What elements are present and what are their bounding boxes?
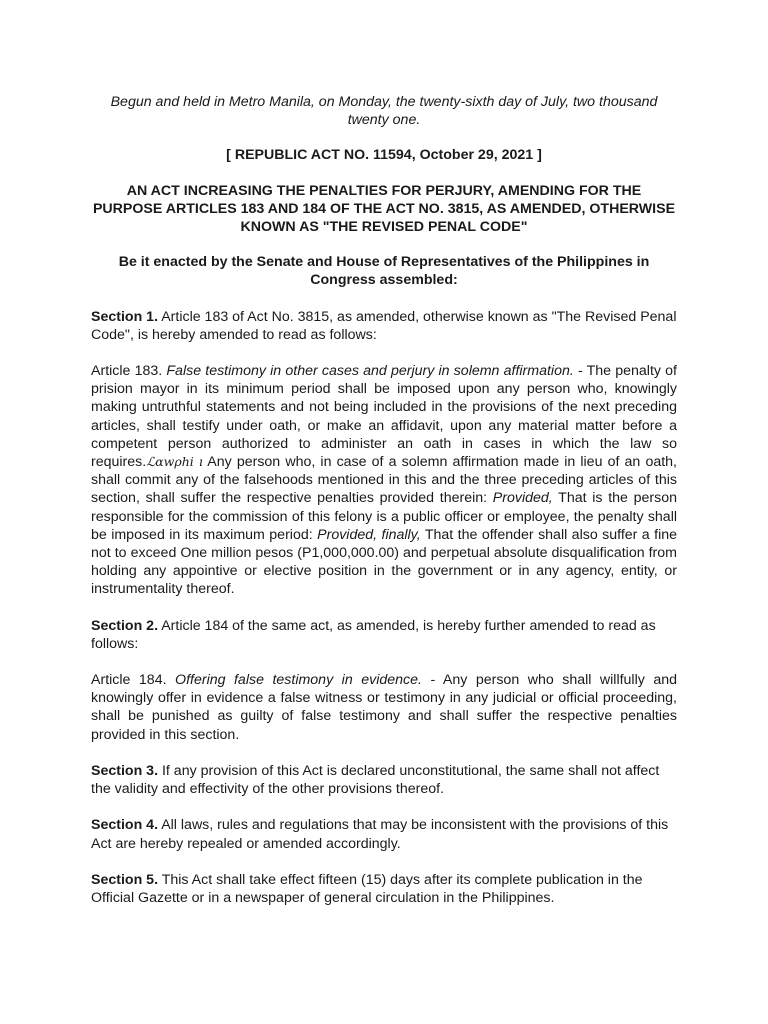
section-5-text: This Act shall take effect fifteen (15) days after its complete publication in the Official Gazette or in a newspaper of general circulation in the Philippines. xyxy=(91,871,643,906)
article-183-text-2: Any person who, in case of a solemn affirmation made in lieu of an oath, shall commit any of the falsehoods mentioned in this and the three preceding articles of this section, shall suffer the respective penalties provided therein: xyxy=(91,454,677,507)
section-3-label: Section 3. xyxy=(91,762,159,779)
enacting-clause: Be it enacted by the Senate and House of Representatives of the Philippines in Congress assembled: xyxy=(118,254,650,289)
section-1-text: Article 183 of Act No. 3815, as amended, otherwise known as "The Revised Penal Code", is hereby amended to read as follows: xyxy=(91,308,677,343)
section-5-label: Section 5. xyxy=(91,871,159,888)
article-183 xyxy=(91,362,677,599)
section-3-text: If any provision of this Act is declared unconstitutional, the same shall not affect the validity and effectivity of the other provisions thereof. xyxy=(91,762,660,798)
article-183-text-4: That the offender shall also suffer a fine not to exceed One million pesos (P1,000,000.00) and perpetual absolute disqualification from holding any appointive or elective position in the government or in any agency, entity, or instrumentality thereof. xyxy=(91,526,678,598)
article-183-proviso-1: Provided, xyxy=(492,490,553,507)
article-183-heading: False testimony in other cases and perjury in solemn affirmation. xyxy=(166,363,574,380)
section-2 xyxy=(91,617,677,653)
article-183-text-1: - The penalty of prision mayor in its minimum period shall be imposed upon any person who, knowingly making untruthful statements and not being included in the provisions of the next preceding articles, shall testify under oath, or make an affidavit, upon any material matter before a competent person authorized to administer an oath in cases in which the law so requires. xyxy=(91,363,677,471)
article-184 xyxy=(91,671,677,744)
article-183-text-3: That is the person responsible for the commission of this felony is a public officer or employee, the penalty shall be imposed in its maximum period: xyxy=(91,490,677,543)
act-title: AN ACT INCREASING THE PENALTIES FOR PERJURY, AMENDING FOR THE PURPOSE ARTICLES 183 AND 184 OF THE ACT NO. 3815, AS AMENDED, OTHERWISE KNOWN AS "THE REVISED PENAL CODE" xyxy=(92,182,676,236)
article-184-heading: Offering false testimony in evidence. xyxy=(175,672,422,689)
watermark-mark: ℒαwρhi ı xyxy=(146,454,203,470)
article-183-proviso-2: Provided, finally, xyxy=(317,526,421,543)
section-5 xyxy=(91,871,677,907)
section-2-label: Section 2. xyxy=(91,617,159,634)
article-184-lead: Article 184. xyxy=(91,672,176,689)
section-4-label: Section 4. xyxy=(91,817,159,834)
section-1 xyxy=(91,308,677,344)
article-184-text: - Any person who shall willfully and knowingly offer in evidence a false witness or testimony in any judicial or official proceeding, shall be punished as guilty of false testimony and shall suffer the respective penalties provided in this section. xyxy=(91,672,678,743)
article-183-lead: Article 183. xyxy=(91,363,167,380)
section-4 xyxy=(91,816,677,852)
section-1-label: Section 1. xyxy=(91,308,159,325)
begun-statement: Begun and held in Metro Manila, on Monday, the twenty-sixth day of July, two thousand twenty one. xyxy=(110,94,658,129)
section-4-text: All laws, rules and regulations that may be inconsistent with the provisions of this Act are hereby repealed or amended accordingly. xyxy=(91,817,669,852)
republic-act-number: [ REPUBLIC ACT NO. 11594, October 29, 2021 ] xyxy=(226,147,542,164)
section-3 xyxy=(91,762,677,798)
section-2-text: Article 184 of the same act, as amended, is hereby further amended to read as follows: xyxy=(91,617,656,652)
